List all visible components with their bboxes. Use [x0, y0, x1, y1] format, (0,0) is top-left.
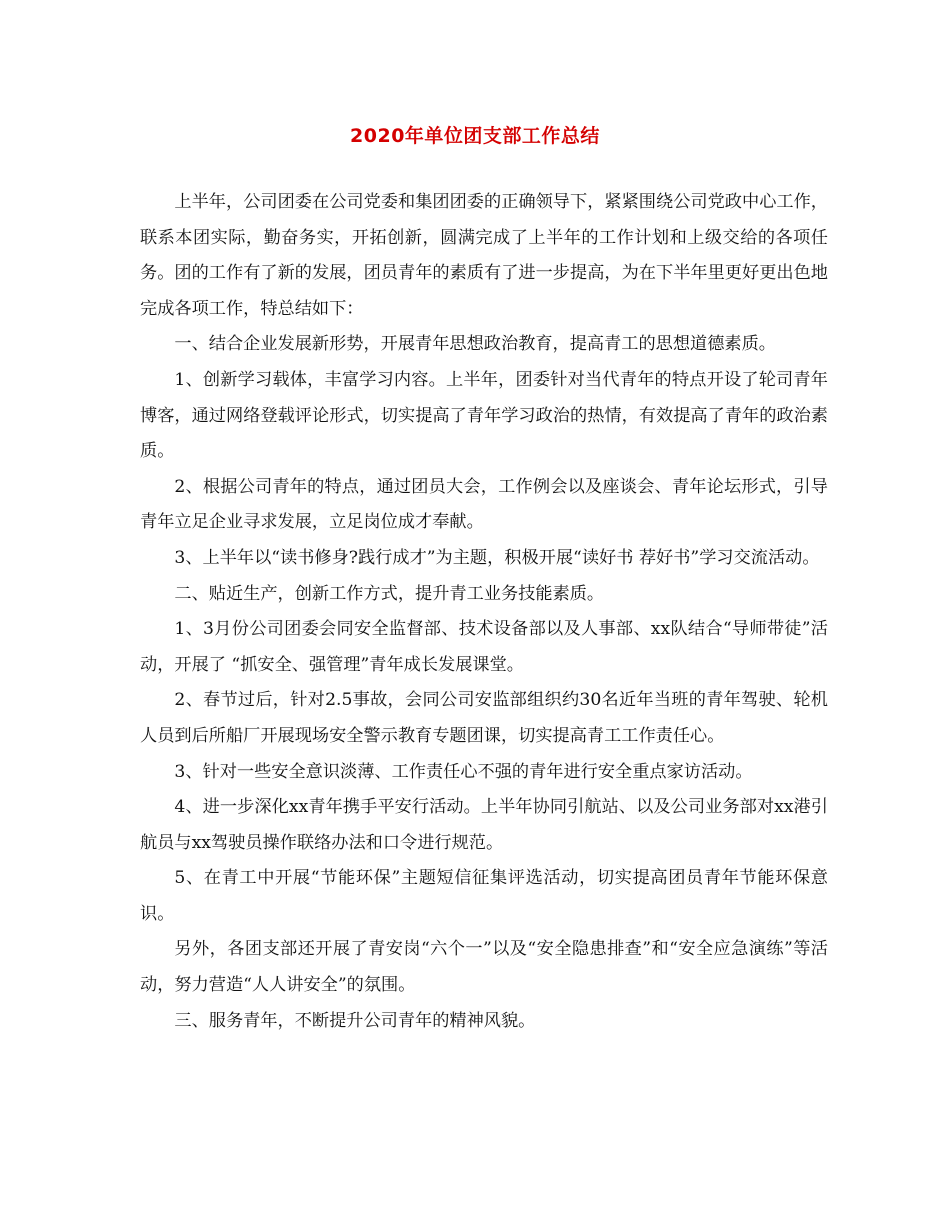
- heading-section-1: 一、结合企业发展新形势，开展青年思想政治教育，提高青工的思想道德素质。: [174, 334, 776, 355]
- paragraph-2-1: 1、3月份公司团委会同安全监督部、技术设备部以及人事部、xx队结合“导师带徒”活动，开展了 “抓安全、强管理”青年成长发展课堂。: [140, 619, 828, 675]
- heading-section-3: 三、服务青年，不断提升公司青年的精神风貌。: [174, 1010, 536, 1031]
- paragraph-1-3: 3、上半年以“读书修身?践行成才”为主题，积极开展“读好书 荐好书”学习交流活动。: [174, 547, 820, 568]
- paragraph-2-5: 5、在青工中开展“节能环保”主题短信征集评选活动，切实提高团员青年节能环保意识。: [140, 868, 828, 924]
- paragraph-1-1: 1、创新学习载体，丰富学习内容。上半年，团委针对当代青年的特点开设了轮司青年博客，通过网络登载评论形式，切实提高了青年学习政治的热情，有效提高了青年的政治素质。: [140, 369, 828, 462]
- document-title: 2020年单位团支部工作总结: [350, 125, 600, 147]
- paragraph-2-3: 3、针对一些安全意识淡薄、工作责任心不强的青年进行安全重点家访活动。: [174, 761, 753, 782]
- paragraph-2-2: 2、春节过后，针对2.5事故，会同公司安监部组织约30名近年当班的青年驾驶、轮机人员到后所船厂开展现场安全警示教育专题团课，切实提高青工工作责任心。: [140, 690, 828, 746]
- paragraph-additional: 另外，各团支部还开展了青安岗“六个一”以及“安全隐患排查”和“安全应急演练”等活动，努力营造“人人讲安全”的氛围。: [140, 939, 828, 996]
- paragraph-intro: 上半年，公司团委在公司党委和集团团委的正确领导下，紧紧围绕公司党政中心工作，联系本团实际，勤奋务实，开拓创新，圆满完成了上半年的工作计划和上级交给的各项任务。团的工作有了新的发展，团员青年的素质有了进一步提高，为在下半年里更好更出色地完成各项工作，特总结如下：: [140, 192, 828, 319]
- document-body: [140, 185, 828, 1039]
- heading-section-2: 二、贴近生产，创新工作方式，提升青工业务技能素质。: [174, 583, 605, 604]
- paragraph-2-4: 4、进一步深化xx青年携手平安行活动。上半年协同引航站、以及公司业务部对xx港引航员与xx驾驶员操作联络办法和口令进行规范。: [140, 797, 828, 853]
- paragraph-1-2: 2、根据公司青年的特点，通过团员大会，工作例会以及座谈会、青年论坛形式，引导青年立足企业寻求发展，立足岗位成才奉献。: [140, 476, 828, 533]
